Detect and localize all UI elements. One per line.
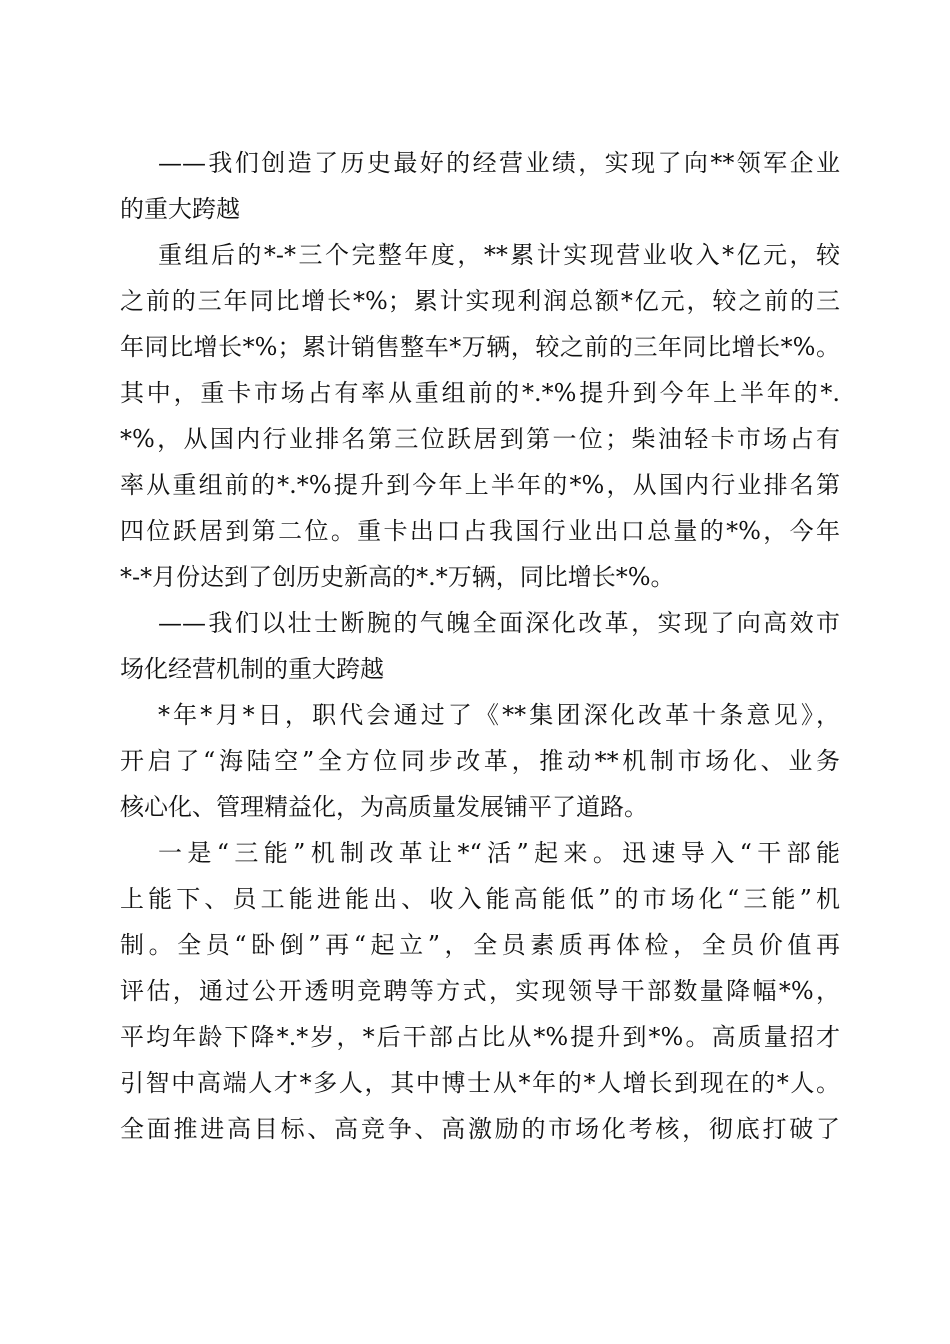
paragraph-line: 全面推进高目标、高竞争、高激励的市场化考核，彻底打破了 bbox=[120, 1115, 840, 1143]
paragraph-line: 其中，重卡市场占有率从重组前的*.*%提升到今年上半年的*. bbox=[120, 379, 840, 407]
paragraph-line: *%，从国内行业排名第三位跃居到第一位；柴油轻卡市场占有 bbox=[120, 425, 840, 453]
paragraph-line: 一是“三能”机制改革让*“活”起来。迅速导入“干部能 bbox=[158, 839, 840, 867]
paragraph-line: *-*月份达到了创历史新高的*.*万辆，同比增长*%。 bbox=[120, 563, 675, 591]
heading-line-1: ——我们以壮士断腕的气魄全面深化改革，实现了向高效市 bbox=[158, 609, 840, 637]
paragraph-line: 率从重组前的*.*%提升到今年上半年的*%，从国内行业排名第 bbox=[120, 471, 840, 499]
paragraph-line: 核心化、管理精益化，为高质量发展铺平了道路。 bbox=[120, 793, 648, 821]
paragraph-line: 重组后的*-*三个完整年度，**累计实现营业收入*亿元，较 bbox=[158, 241, 840, 269]
paragraph-line: *年*月*日，职代会通过了《**集团深化改革十条意见》， bbox=[158, 701, 840, 729]
paragraph-line: 四位跃居到第二位。重卡出口占我国行业出口总量的*%，今年 bbox=[120, 517, 840, 545]
paragraph-line: 引智中高端人才*多人，其中博士从*年的*人增长到现在的*人。 bbox=[120, 1069, 840, 1097]
paragraph-line: 上能下、员工能进能出、收入能高能低”的市场化“三能”机 bbox=[120, 885, 840, 913]
paragraph-line: 开启了“海陆空”全方位同步改革，推动**机制市场化、业务 bbox=[120, 747, 840, 775]
paragraph-line: 平均年龄下降*.*岁，*后干部占比从*%提升到*%。高质量招才 bbox=[120, 1023, 840, 1051]
heading-line-2: 的重大跨越 bbox=[120, 195, 240, 223]
paragraph-line: 年同比增长*%；累计销售整车*万辆，较之前的三年同比增长*%。 bbox=[120, 333, 840, 361]
paragraph-line: 之前的三年同比增长*%；累计实现利润总额*亿元，较之前的三 bbox=[120, 287, 840, 315]
paragraph-line: 评估，通过公开透明竞聘等方式，实现领导干部数量降幅*%， bbox=[120, 977, 840, 1005]
paragraph-line: 制。全员“卧倒”再“起立”，全员素质再体检，全员价值再 bbox=[120, 931, 840, 959]
heading-line-1: ——我们创造了历史最好的经营业绩，实现了向**领军企业 bbox=[158, 149, 840, 177]
heading-line-2: 场化经营机制的重大跨越 bbox=[120, 655, 384, 683]
